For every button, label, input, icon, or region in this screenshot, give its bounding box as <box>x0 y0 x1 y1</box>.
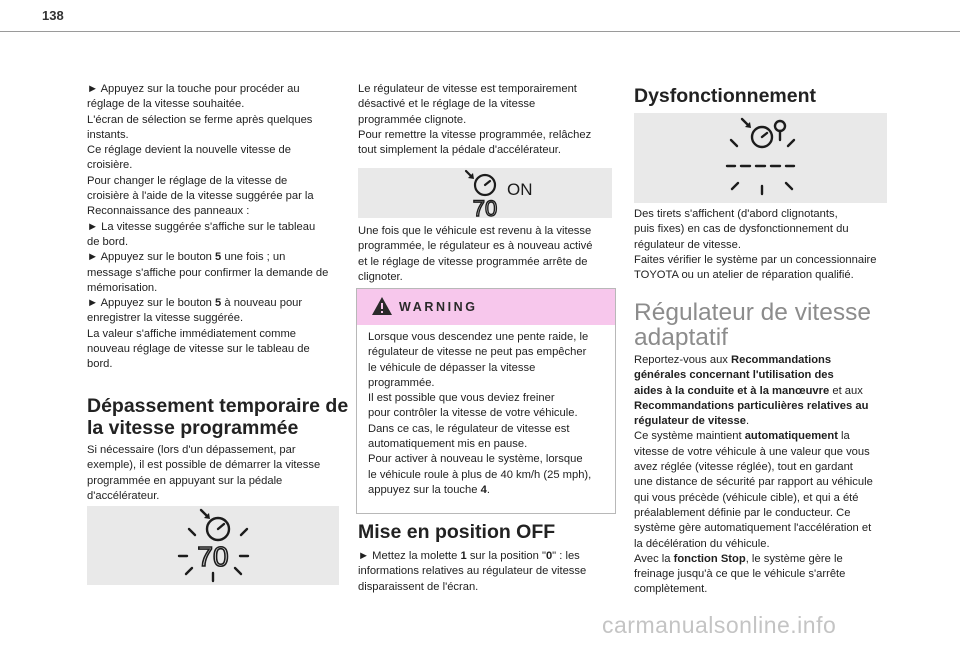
text-line: d'accélérateur. <box>87 489 160 502</box>
text-line: Ce système maintient automatiquement la <box>634 430 850 443</box>
text-line: régulateur de vitesse ne peut pas empêcher <box>368 346 587 359</box>
warning-box <box>356 288 616 514</box>
warning-triangle-icon <box>371 296 393 316</box>
text-line: automatiquement mis en pause. <box>368 438 528 451</box>
off-position-heading: Mise en position OFF <box>358 521 556 543</box>
text-line: appuyez sur la touche 4. <box>368 483 490 496</box>
warning-header <box>357 289 615 325</box>
text-line: programmée en appuyant sur la pédale <box>87 474 283 487</box>
text-line: Le régulateur de vitesse est temporairement <box>358 83 577 95</box>
text-line: La valeur s'affiche immédiatement comme <box>87 327 296 340</box>
left-instructions <box>87 82 328 373</box>
malfunction-paragraph <box>634 207 877 283</box>
text-line: Si nécessaire (lors d'un dépassement, par <box>87 444 296 456</box>
text-line: Une fois que le véhicule est revenu à la vitesse <box>358 225 592 237</box>
text-line: mémorisation. <box>87 281 158 294</box>
malfunction-heading: Dysfonctionnement <box>634 85 817 107</box>
text-line: le véhicule roule à plus de 40 km/h (25 mph), <box>368 468 592 481</box>
text-line: Ce réglage devient la nouvelle vitesse de <box>87 144 291 157</box>
text-line: freinage jusqu'à ce que le véhicule s'arrête <box>634 568 846 581</box>
text-line: Pour changer le réglage de la vitesse de <box>87 174 288 187</box>
text-line: bord. <box>87 358 113 371</box>
text-line: une distance de sécurité par rapport au véhicule <box>634 476 873 489</box>
text-line: Pour activer à nouveau le système, lorsque <box>368 453 583 466</box>
text-line: instants. <box>87 128 129 141</box>
blinking-speed-display-icon <box>87 506 339 585</box>
text-line: Recommandations particulières relatives au <box>634 399 869 412</box>
text-line: et le réglage de vitesse programmée arrête de <box>358 255 588 268</box>
watermark-text: carmanualsonline.info <box>602 612 837 638</box>
text-line: Faites vérifier le système par un concessionnaire <box>634 253 877 266</box>
text-line: nouveau réglage de vitesse sur le tableau de <box>87 343 310 356</box>
text-line: croisière à l'aide de la vitesse suggérée par la <box>87 190 314 203</box>
text-line: avez réglée (vitesse réglée), tout en gardant <box>634 461 853 474</box>
text-line: complètement. <box>634 583 708 596</box>
text-line: croisière. <box>87 159 133 172</box>
text-line: système gère automatiquement l'accélération et <box>634 522 872 535</box>
text-line: Pour remettre la vitesse programmée, relâchez <box>358 128 592 141</box>
text-line: Lorsque vous descendez une pente raide, le <box>368 331 589 343</box>
overtake-heading-line1: Dépassement temporaire de <box>87 395 349 417</box>
text-line: ► Appuyez sur la touche pour procéder au <box>87 83 300 95</box>
off-position-paragraph <box>358 549 586 595</box>
svg-text:70: 70 <box>472 196 498 218</box>
text-line: Dans ce cas, le régulateur de vitesse est <box>368 422 570 435</box>
overtake-display-illustration <box>87 506 339 585</box>
text-line: Des tirets s'affichent (d'abord clignotants, <box>634 208 838 220</box>
text-line: Reportez-vous aux Recommandations <box>634 354 832 366</box>
header-rule <box>0 31 960 32</box>
dashes-speed-display-icon <box>634 113 887 203</box>
text-line: L'écran de sélection se ferme après quelques <box>87 113 313 126</box>
text-line: programmée clignote. <box>358 113 467 126</box>
text-line: le véhicule de dépasser la vitesse <box>368 361 536 374</box>
text-line: programmée. <box>368 376 435 389</box>
malfunction-display-illustration <box>634 113 887 203</box>
cruise-on-icon <box>358 168 612 218</box>
text-line: ► Appuyez sur le bouton 5 une fois ; un <box>87 251 286 264</box>
overtake-paragraph <box>87 443 320 504</box>
text-line: TOYOTA ou un atelier de réparation qualifié. <box>634 269 854 282</box>
page-number: 138 <box>42 8 64 23</box>
text-line: Il est possible que vous deviez freiner <box>368 392 555 405</box>
text-line: informations relatives au régulateur de vitesse <box>358 565 587 578</box>
text-line: pour contrôler la vitesse de votre véhicule. <box>368 407 578 420</box>
text-line: message s'affiche pour confirmer la demande de <box>87 266 329 279</box>
overtake-heading-line2: la vitesse programmée <box>87 417 299 439</box>
text-line: qui vous précède (véhicule cible), et qui a été <box>634 491 859 504</box>
mid-paragraph-2 <box>358 224 592 285</box>
adaptive-heading-line2: adaptatif <box>634 324 728 351</box>
text-line: Reconnaissance des panneaux : <box>87 205 250 218</box>
text-line: régulateur de vitesse. <box>634 238 741 251</box>
text-line: ► La vitesse suggérée s'affiche sur le tableau <box>87 220 316 233</box>
text-line: réglage de la vitesse souhaitée. <box>87 98 245 111</box>
text-line: de bord. <box>87 235 129 248</box>
text-line: régulateur de vitesse. <box>634 415 750 428</box>
text-line: préalablement définie par le conducteur. Ce <box>634 506 851 519</box>
mid-paragraph-1 <box>358 82 591 158</box>
text-line: ► Appuyez sur le bouton 5 à nouveau pour <box>87 297 303 310</box>
svg-text:70: 70 <box>197 541 229 572</box>
text-line: vitesse de votre véhicule à une valeur que vous <box>634 445 870 458</box>
adaptive-heading-line1: Régulateur de vitesse <box>634 299 871 326</box>
text-line: la décélération du véhicule. <box>634 537 770 550</box>
text-line: ► Mettez la molette 1 sur la position "0" : les <box>358 550 580 562</box>
text-line: exemple), il est possible de démarrer la vitesse <box>87 459 321 472</box>
text-line: disparaissent de l'écran. <box>358 580 479 593</box>
text-line: générales concernant l'utilisation des <box>634 369 834 382</box>
text-line: puis fixes) en cas de dysfonctionnement du <box>634 223 849 236</box>
on-display-illustration <box>358 168 612 218</box>
warning-title: WARNING <box>399 300 478 314</box>
text-line: désactivé et le réglage de la vitesse <box>358 98 536 111</box>
text-line: enregistrer la vitesse suggérée. <box>87 312 244 325</box>
text-line: Avec la fonction Stop, le système gère le <box>634 552 843 565</box>
svg-text:ON: ON <box>507 180 533 199</box>
text-line: clignoter. <box>358 270 403 283</box>
text-line: programmée, le régulateur es à nouveau activé <box>358 240 593 253</box>
text-line: tout simplement la pédale d'accélérateur. <box>358 144 562 157</box>
text-line: aides à la conduite et à la manœuvre et aux <box>634 384 863 397</box>
adaptive-paragraph <box>634 353 873 598</box>
warning-text <box>368 330 591 498</box>
